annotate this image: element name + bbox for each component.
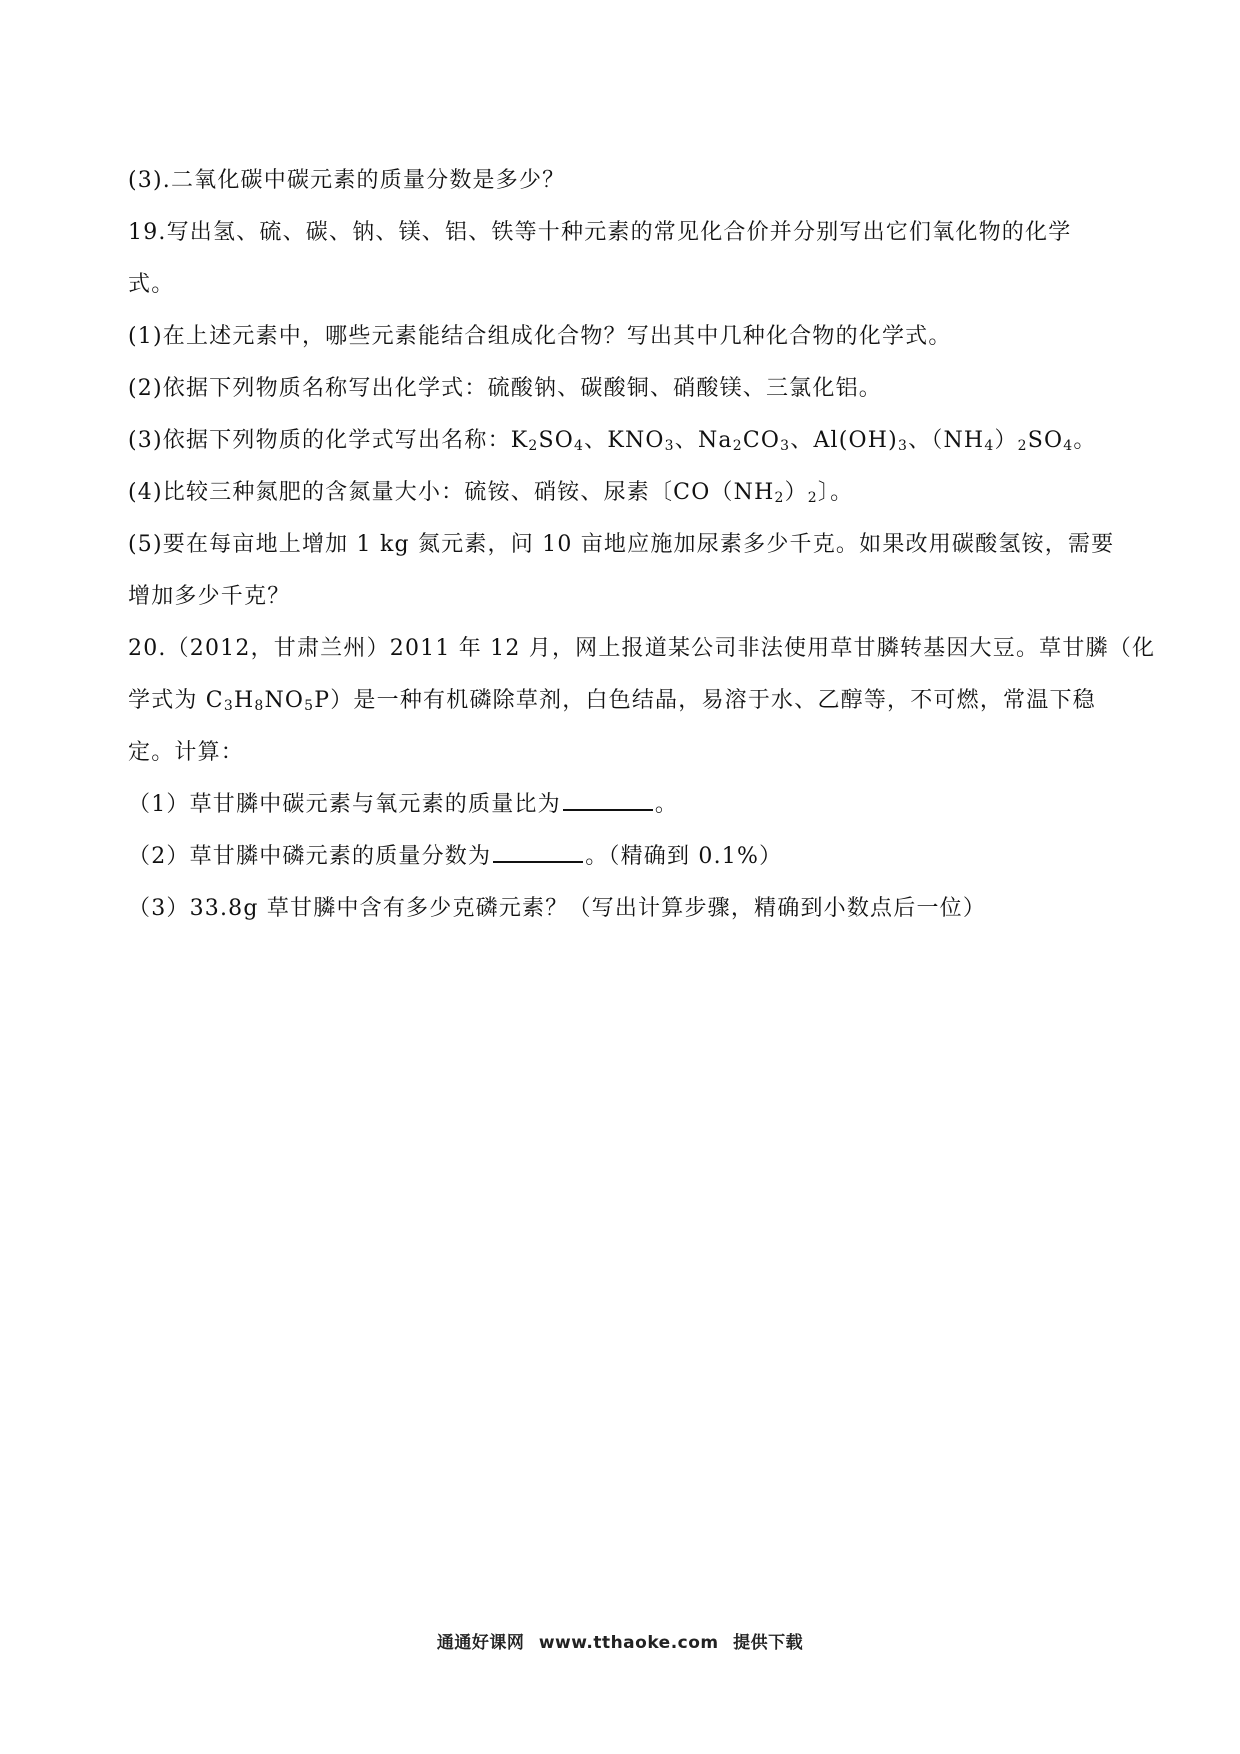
answer-blank[interactable] xyxy=(493,843,583,863)
question-20-stem-cont-2: 定。计算： xyxy=(128,740,245,765)
question-20-part-2: （2）草甘膦中磷元素的质量分数为 。（精确到 0.1%） xyxy=(128,844,783,869)
question-19-part-5: (5)要在每亩地上增加 1 kg 氮元素，问 10 亩地应施加尿素多少千克。如果改用碳酸氢铵，需要 xyxy=(128,532,1115,557)
question-19-part-2: (2)依据下列物质名称写出化学式：硫酸钠、碳酸铜、硝酸镁、三氯化铝。 xyxy=(128,376,882,401)
page-footer xyxy=(0,1628,1240,1653)
question-19-stem-cont: 式。 xyxy=(128,272,175,297)
document-body xyxy=(128,155,1156,935)
question-20-stem: 20.（2012，甘肃兰州）2011 年 12 月，网上报道某公司非法使用草甘膦转基因大豆。草甘膦（化 xyxy=(128,636,1156,661)
question-18-part-3: (3).二氧化碳中碳元素的质量分数是多少？ xyxy=(128,168,566,193)
question-20-part-3: （3）33.8g 草甘膦中含有多少克磷元素？（写出计算步骤，精确到小数点后一位） xyxy=(128,896,987,921)
footer-site-name: 通通好课网 xyxy=(436,1633,525,1653)
question-19-part-1: (1)在上述元素中，哪些元素能结合组成化合物？写出其中几种化合物的化学式。 xyxy=(128,324,952,349)
answer-blank[interactable] xyxy=(563,791,653,811)
footer-url[interactable]: www.tthaoke.com xyxy=(538,1633,719,1653)
question-20-stem-cont: 学式为 $C_3H_8NO_5P$）是一种有机磷除草剂，白色结晶，易溶于水、乙醇等，不可燃，常温下稳 xyxy=(128,688,1096,714)
question-19-part-5-cont: 增加多少千克？ xyxy=(128,584,291,609)
footer-suffix: 提供下载 xyxy=(733,1633,804,1653)
question-20-part-1: （1）草甘膦中碳元素与氧元素的质量比为 。 xyxy=(128,792,679,817)
question-19-part-4: (4)比较三种氮肥的含氮量大小：硫铵、硝铵、尿素〔$CO(NH_2)_2$〕。 xyxy=(128,480,854,506)
question-19-part-3: (3)依据下列物质的化学式写出名称：$K_2SO_4$、$KNO_3$、$Na_2CO_3$、$Al(OH)_3$、$(NH_4)_2SO_4$。 xyxy=(128,428,1097,454)
question-19-stem: 19.写出氢、硫、碳、钠、镁、铝、铁等十种元素的常见化合价并分别写出它们氧化物的化学 xyxy=(128,220,1072,245)
